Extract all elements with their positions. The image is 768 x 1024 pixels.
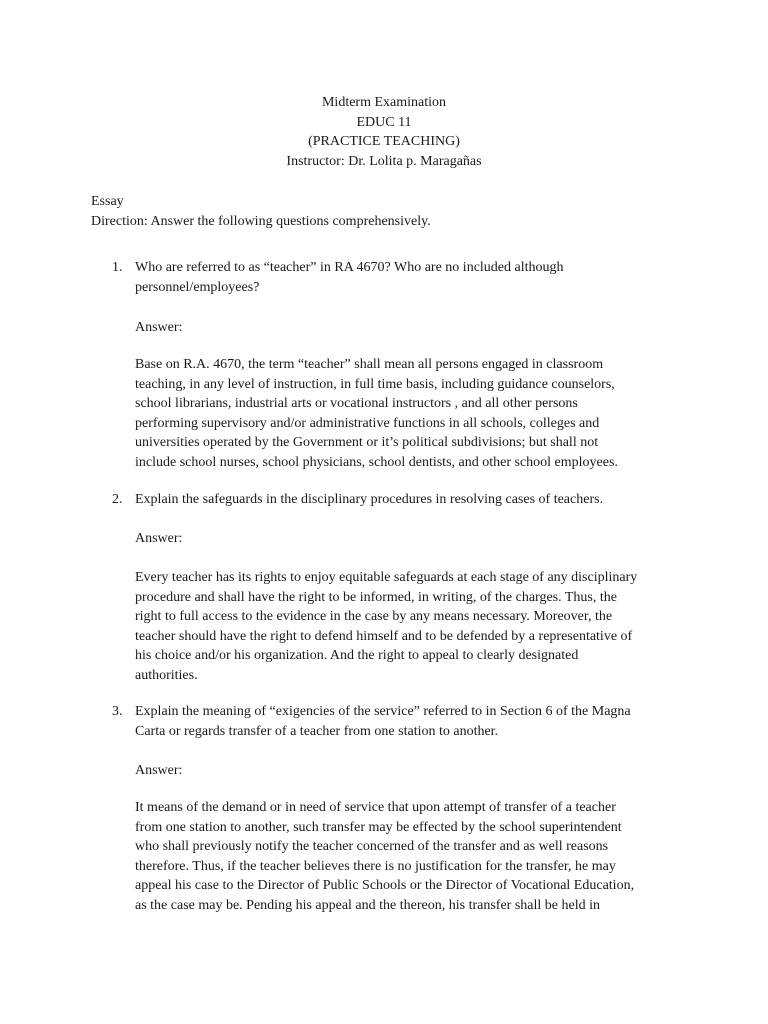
question-number: 3. — [112, 704, 123, 719]
question-number: 2. — [112, 492, 123, 507]
question-text — [135, 702, 655, 741]
course-subtitle: (PRACTICE TEACHING) — [308, 134, 460, 149]
section-intro — [91, 192, 691, 231]
answer-line: universities operated by the Government or it’s political subdivisions; but shall not — [135, 435, 599, 450]
answer-label: Answer: — [135, 320, 183, 335]
answer-line: procedure and shall have the right to be informed, in writing, of the charges. Thus, the — [135, 589, 617, 605]
question-line: Who are referred to as “teacher” in RA 4670? Who are no included although — [135, 260, 564, 275]
question-text — [135, 490, 655, 510]
instructor-line: Instructor: Dr. Lolita p. Maragañas — [286, 153, 482, 169]
answer-line: Base on R.A. 4670, the term “teacher” shall mean all persons engaged in classroom — [135, 357, 604, 372]
answer-line: teaching, in any level of instruction, in full time basis, including guidance counselors, — [135, 376, 615, 392]
answer-line: who shall previously notify the teacher concerned of the transfer and as well reasons — [135, 839, 609, 854]
question-line: Carta or regards transfer of a teacher from one station to another. — [135, 723, 499, 739]
exam-header — [0, 93, 768, 171]
answer-line: therefore. Thus, if the teacher believes there is no justification for the transfer, he may — [135, 858, 616, 874]
answer-label: Answer: — [135, 763, 183, 778]
answer-line: include school nurses, school physicians, school dentists, and other school employees. — [135, 454, 618, 470]
answer-body — [135, 798, 655, 915]
question-line: Explain the meaning of “exigencies of the service” referred to in Section 6 of the Magna — [135, 704, 631, 719]
answer-line: as the case may be. Pending his appeal and the thereon, his transfer shall be held in — [135, 897, 600, 913]
course-code: EDUC 11 — [356, 114, 412, 130]
exam-title: Midterm Examination — [321, 95, 447, 110]
question-number: 1. — [112, 260, 123, 275]
section-label: Essay — [91, 194, 124, 209]
answer-line: school librarians, industrial arts or vocational instructors , and all other persons — [135, 396, 578, 411]
answer-line: from one station to another, such transfer may be effected by the school superintendent — [135, 819, 622, 835]
answer-body — [135, 355, 655, 472]
answer-line: authorities. — [135, 667, 198, 683]
question-line: Explain the safeguards in the disciplinary procedures in resolving cases of teachers. — [135, 492, 604, 507]
answer-line: appeal his case to the Director of Public Schools or the Director of Vocational Education, — [135, 878, 635, 893]
answer-line: It means of the demand or in need of service that upon attempt of transfer of a teacher — [135, 800, 616, 815]
answer-line: his choice and/or his organization. And the right to appeal to clearly designated — [135, 648, 579, 663]
answer-label: Answer: — [135, 531, 183, 546]
section-direction: Direction: Answer the following questions comprehensively. — [91, 213, 431, 229]
answer-line: right to full access to the evidence in the case by any means necessary. Moreover, the — [135, 609, 613, 624]
answer-line: Every teacher has its rights to enjoy equitable safeguards at each stage of any disciplinary — [135, 570, 638, 585]
answer-body — [135, 568, 655, 685]
question-text — [135, 258, 655, 297]
answer-line: teacher should have the right to defend himself and to be defended by a representative of — [135, 628, 633, 644]
question-line: personnel/employees? — [135, 279, 260, 295]
answer-line: performing supervisory and/or administrative functions in all schools, colleges and — [135, 415, 600, 431]
